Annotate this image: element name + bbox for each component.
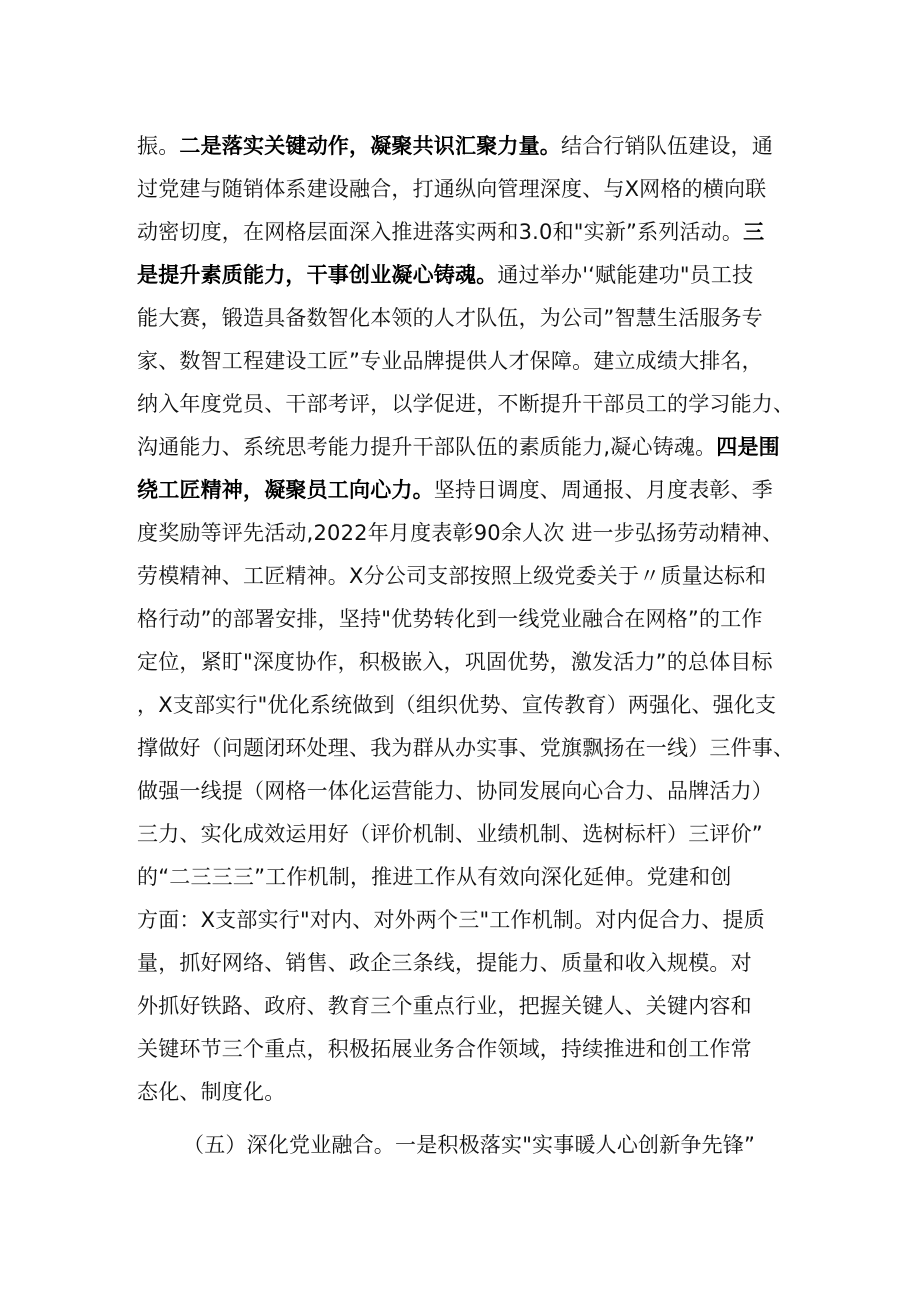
text-line xyxy=(137,384,797,424)
text-line xyxy=(137,427,797,467)
text-run: 撑做好（问题闭环处理、我为群从办实事、党旗飘扬在一线）三件事、 xyxy=(137,736,795,760)
text-line xyxy=(137,1072,797,1112)
text-run: 动密切度，在网格层面深入推进落实两和3.0和"实新”系列活动。 xyxy=(137,220,744,244)
text-run: 劳模精神、工匠精神。X分公司支部按照上级党委关于〃质量达标和 xyxy=(137,564,767,588)
text-run: 态化、制度化。 xyxy=(137,1080,286,1104)
text-line xyxy=(137,857,797,897)
text-run: 做强一线提（网格一体化运营能力、协同发展向心合力、品牌活力） xyxy=(137,779,773,803)
text-run: 振。 xyxy=(137,134,180,158)
text-run: 坚持日调度、周通报、月度表彰、季 xyxy=(433,478,774,502)
paragraph-first-line xyxy=(183,1125,843,1165)
text-run: 纳入年度党员、干部考评，以学促进，不断提升干部员工的学习能力、 xyxy=(137,392,795,416)
bold-text-run: 二是落实关键动作，凝聚共识汇聚力量。 xyxy=(179,134,562,158)
text-line xyxy=(137,986,797,1026)
text-line xyxy=(137,1029,797,1069)
text-line xyxy=(137,943,797,983)
text-run: 外抓好铁路、政府、教育三个重点行业，把握关键人、关键内容和 xyxy=(137,994,752,1018)
text-line xyxy=(137,599,797,639)
text-run: 度奖励等评先活动,2022年月度表彰90余人次 进一步弘扬劳动精神、 xyxy=(137,521,784,545)
text-run: 结合行销队伍建设，通 xyxy=(561,134,774,158)
text-run: （五）深化党业融合。一是积极落实"实事暖人心创新争先锋” xyxy=(183,1133,756,1157)
text-run: 的“二三三三”工作机制，推进工作从有效向深化延伸。党建和创 xyxy=(137,865,732,889)
bold-text-run: 三 xyxy=(743,220,765,244)
text-line xyxy=(137,900,797,940)
bold-text-run: 四是围 xyxy=(716,435,780,459)
text-run: 格行动”的部署安排，坚持"优势转化到一线党业融合在网格”的工作 xyxy=(137,607,763,631)
text-line xyxy=(137,169,797,209)
text-run: ，X支部实行"优化系统做到（组织优势、宣传教育）两强化、强化支 xyxy=(137,693,777,717)
text-line xyxy=(137,513,797,553)
text-run: 定位，紧盯"深度协作，积极嵌入，巩固优势，激发活力”的总体目标 xyxy=(137,650,773,674)
text-line xyxy=(137,685,797,725)
text-line xyxy=(137,814,797,854)
text-line xyxy=(137,728,797,768)
text-line xyxy=(137,298,797,338)
text-line xyxy=(137,341,797,381)
text-run: 能大赛，锻造具备数智化本领的人才队伍，为公司”智慧生活服务专 xyxy=(137,306,763,330)
text-run: 家、数智工程建设工匠”专业品牌提供人才保障。建立成绩大排名， xyxy=(137,349,763,373)
text-run: 过党建与随销体系建设融合，打通纵向管理深度、与X网格的横向联 xyxy=(137,177,767,201)
text-line xyxy=(137,771,797,811)
text-line xyxy=(137,556,797,596)
text-line xyxy=(137,212,797,252)
text-run: 沟通能力、系统思考能力提升干部队伍的素质能力,凝心铸魂。 xyxy=(137,435,717,459)
text-run: 关键环节三个重点，积极拓展业务合作领域，持续推进和创工作常 xyxy=(137,1037,752,1061)
text-line xyxy=(137,255,797,295)
text-run: 量，抓好网络、销售、政企三条线，提能力、质量和收入规模。对 xyxy=(137,951,752,975)
bold-text-run: 绕工匠精神，凝聚员工向心力。 xyxy=(137,478,434,502)
text-run: 三力、实化成效运用好（评价机制、业绩机制、选树标杆）三评价” xyxy=(137,822,763,846)
text-line xyxy=(137,470,797,510)
text-line xyxy=(137,642,797,682)
bold-text-run: 是提升素质能力，干事创业凝心铸魂。 xyxy=(137,263,498,287)
text-run: 方面：X支部实行"对内、对外两个三"工作机制。对内促合力、提质 xyxy=(137,908,765,932)
text-line xyxy=(137,126,797,166)
text-run: 通过举办'‘赋能建功"员工技 xyxy=(497,263,754,287)
